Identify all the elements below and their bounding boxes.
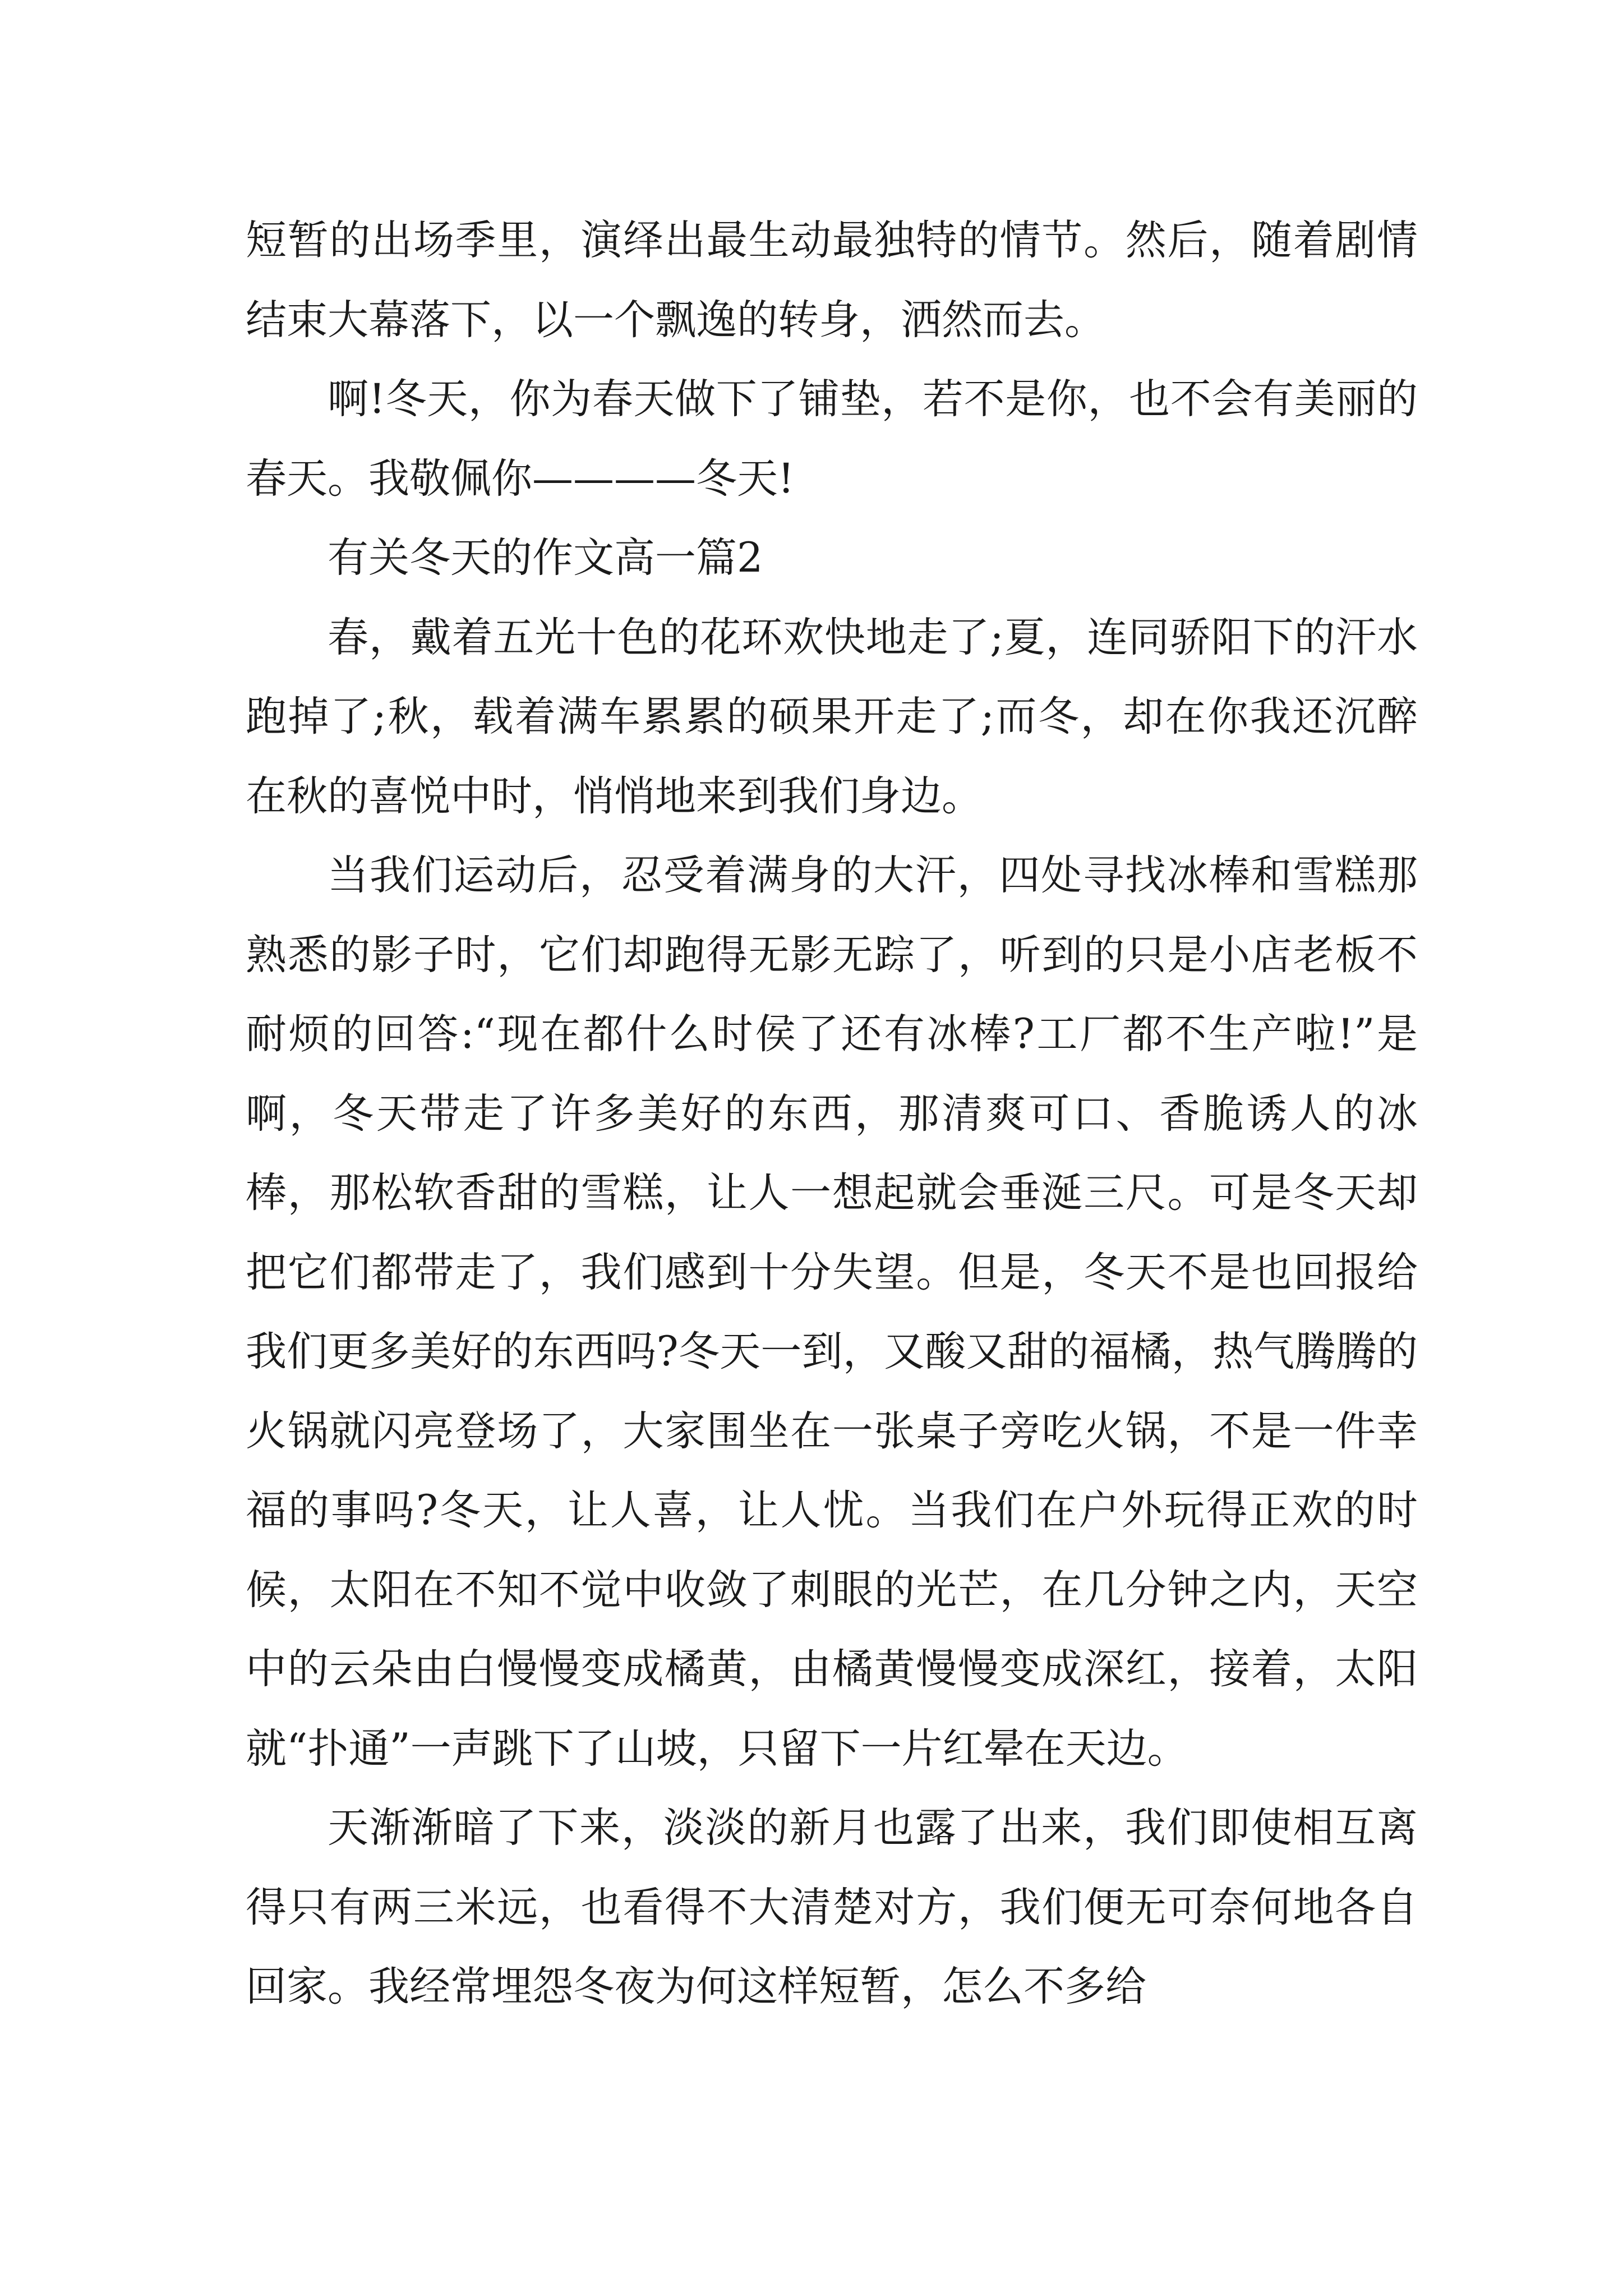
article-body xyxy=(246,201,1418,2027)
paragraph-3: 春，戴着五光十色的花环欢快地走了;夏，连同骄阳下的汗水跑掉了;秋，载着满车累累的硕果开走了;而冬，却在你我还沉醉在秋的喜悦中时，悄悄地来到我们身边。 xyxy=(246,613,1418,820)
paragraph-2: 啊!冬天，你为春天做下了铺垫，若不是你，也不会有美丽的春天。我敬佩你————冬天! xyxy=(246,375,1418,503)
paragraph-1: 短暂的出场季里，演绎出最生动最独特的情节。然后，随着剧情结束大幕落下，以一个飘逸的转身，洒然而去。 xyxy=(246,217,1418,344)
paragraph-4: 当我们运动后，忍受着满身的大汗，四处寻找冰棒和雪糕那熟悉的影子时，它们却跑得无影无踪了，听到的只是小店老板不耐烦的回答:“现在都什么时侯了还有冰棒?工厂都不生产啦!”是啊，冬天带走了许多美好的东西，那清爽可口、香脆诱人的冰棒，那松软香甜的雪糕，让人一想起就会垂涎三尺。可是冬天却把它们都带走了，我们感到十分失望。但是，冬天不是也回报给我们更多美好的东西吗?冬天一到，又酸又甜的福橘，热气腾腾的火锅就闪亮登场了，大家围坐在一张桌子旁吃火锅，不是一件幸福的事吗?冬天，让人喜，让人忧。当我们在户外玩得正欢的时候，太阳在不知不觉中收敛了刺眼的光芒，在几分钟之内，天空中的云朵由白慢慢变成橘黄，由橘黄慢慢变成深红，接着，太阳就“扑通”一声跳下了山坡，只留下一片红晕在天边。 xyxy=(246,852,1418,1773)
paragraph-5: 天渐渐暗了下来，淡淡的新月也露了出来，我们即使相互离得只有两三米远，也看得不大清楚对方，我们便无可奈何地各自回家。我经常埋怨冬夜为何这样短暂，怎么不多给 xyxy=(246,1804,1418,2010)
section-heading: 有关冬天的作文高一篇2 xyxy=(328,534,763,582)
